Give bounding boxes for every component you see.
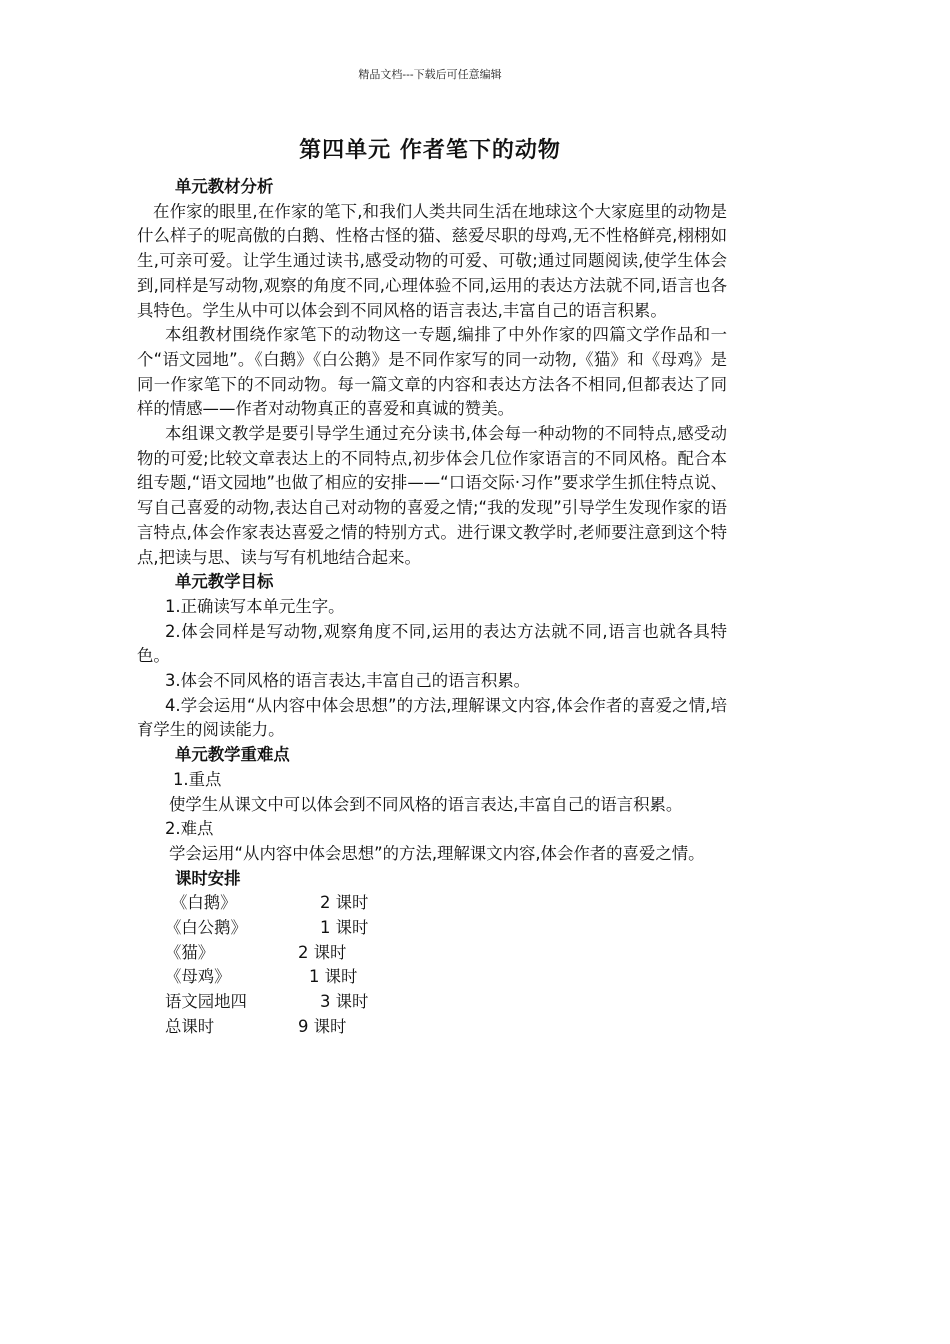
goal-item: 1.正确读写本单元生字。 xyxy=(165,596,345,616)
lesson-hours: 9 课时 xyxy=(298,1016,347,1036)
paragraph: 本组课文教学是要引导学生通过充分读书,体会每一种动物的不同特点,感受动物的可爱;比较文章表达上的不同特点,初步体会几位作家语言的不同风格。配合本组专题,“语文园地”也做了相应的安排——“口语交际·习作”要求学生抓住特点说、写自己喜爱的动物,表达自己对动物的喜爱之情;“我的发现”引导学生发现作家的语言特点,体会作家表达喜爱之情的特别方式。进行课文教学时,老师要注意到这个特点,把读与思、读与写有机地结合起来。 xyxy=(137,424,727,567)
goal-item: 4.学会运用“从内容中体会思想”的方法,理解课文内容,体会作者的喜爱之情,培育学生的阅读能力。 xyxy=(137,695,727,740)
key-point-text: 使学生从课文中可以体会到不同风格的语言表达,丰富自己的语言积累。 xyxy=(169,794,683,814)
lesson-hours: 1 课时 xyxy=(309,967,358,987)
difficulty-text: 学会运用“从内容中体会思想”的方法,理解课文内容,体会作者的喜爱之情。 xyxy=(169,843,705,863)
schedule-row xyxy=(137,965,727,990)
schedule-list xyxy=(137,891,727,1039)
section-heading-analysis: 单元教材分析 xyxy=(175,177,274,196)
paragraph: 在作家的眼里,在作家的笔下,和我们人类共同生活在地球这个大家庭里的动物是什么样子的呢高傲的白鹅、性格古怪的猫、慈爱尽职的母鸡,无不性格鲜亮,栩栩如生,可亲可爱。让学生通过读书,感受动物的可爱、可敬;通过同题阅读,使学生体会到,同样是写动物,观察的角度不同,心理体验不同,运用的表达方法就不同,语言也各具特色。学生从中可以体会到不同风格的语言表达,丰富自己的语言积累。 xyxy=(137,201,727,320)
lesson-hours: 3 课时 xyxy=(320,992,369,1012)
lesson-name: 总课时 xyxy=(165,1016,215,1036)
goal-item: 2.体会同样是写动物,观察角度不同,运用的表达方法就不同,语言也就各具特色。 xyxy=(137,621,727,666)
section-heading-key-points: 单元教学重难点 xyxy=(175,745,290,765)
section-heading-schedule: 课时安排 xyxy=(175,868,241,888)
goal-item: 3.体会不同风格的语言表达,丰富自己的语言积累。 xyxy=(165,671,531,691)
key-point-label: 1.重点 xyxy=(173,769,222,789)
lesson-name: 《猫》 xyxy=(165,942,215,962)
difficulty-label: 2.难点 xyxy=(165,819,214,839)
page-title: 第四单元 作者笔下的动物 xyxy=(299,138,561,163)
lesson-name: 语文园地四 xyxy=(165,992,247,1012)
schedule-row xyxy=(137,990,727,1015)
lesson-name: 《母鸡》 xyxy=(165,967,231,987)
paragraph: 本组教材围绕作家笔下的动物这一专题,编排了中外作家的四篇文学作品和一个“语文园地”。《白鹅》《白公鹅》是不同作家写的同一动物,《猫》和《母鸡》是同一作家笔下的不同动物。每一篇文章的内容和表达方法各不相同,但都表达了同样的情感——作者对动物真正的喜爱和真诚的赞美。 xyxy=(137,325,727,419)
schedule-row xyxy=(137,941,727,966)
lesson-hours: 2 课时 xyxy=(320,893,369,913)
document-body xyxy=(137,175,727,1040)
schedule-row xyxy=(137,1015,727,1040)
lesson-name: 《白鹅》 xyxy=(171,893,237,913)
schedule-row xyxy=(137,916,727,941)
page-header: 精品文档---下载后可任意编辑 xyxy=(358,68,502,81)
lesson-hours: 1 课时 xyxy=(320,918,369,938)
schedule-row xyxy=(137,891,727,916)
lesson-name: 《白公鹅》 xyxy=(165,918,247,938)
section-heading-goals: 单元教学目标 xyxy=(175,572,274,592)
lesson-hours: 2 课时 xyxy=(298,942,347,962)
